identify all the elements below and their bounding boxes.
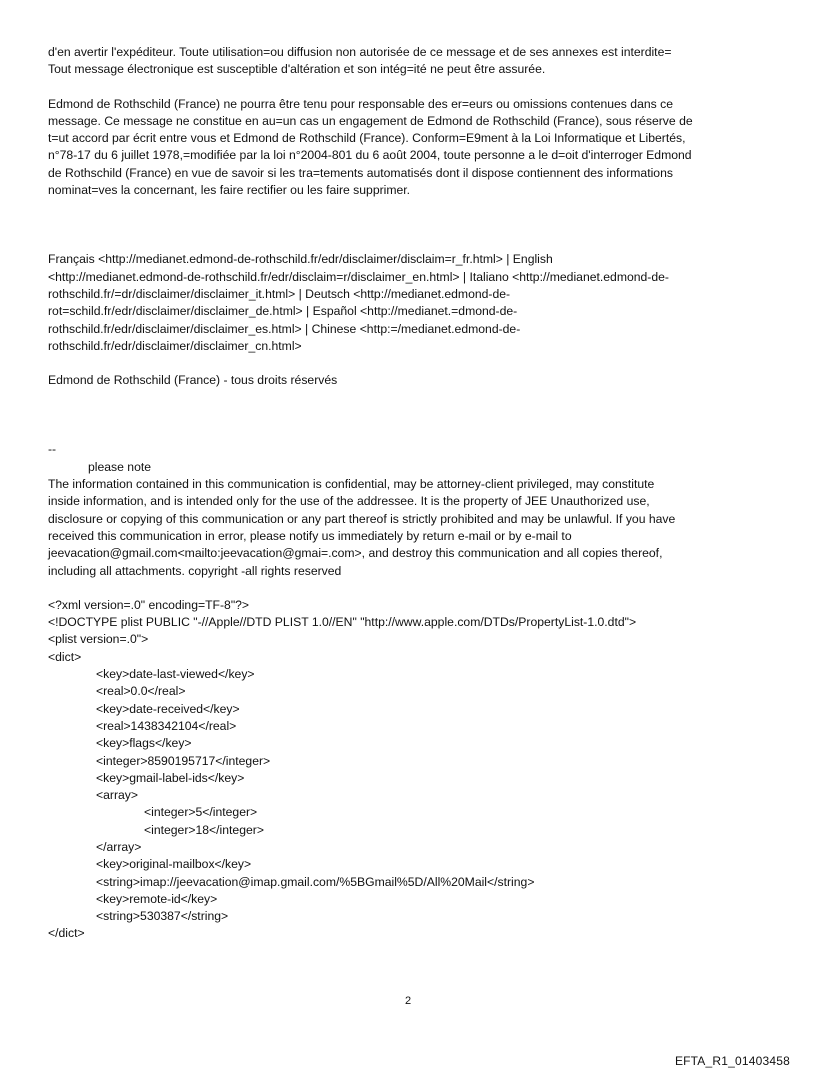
text-line: jeevacation@gmail.com<mailto:jeevacation@gmai=.com>, and destroy this communication and all copies thereof,: [48, 546, 663, 561]
xml-entry: <key>remote-id</key>: [96, 891, 218, 906]
page-number: 2: [404, 995, 412, 1007]
text-line: t=ut accord par écrit entre vous et Edmond de Rothschild (France). Conform=E9ment à la Loi Informatique et Libertés,: [48, 131, 686, 146]
xml-entry: <real>1438342104</real>: [96, 718, 237, 733]
text-line: The information contained in this communication is confidential, may be attorney-client privileged, may constitute: [48, 477, 655, 492]
xml-doctype: <!DOCTYPE plist PUBLIC "-//Apple//DTD PLIST 1.0//EN" "http://www.apple.com/DTDs/PropertyList-1.0.dtd">: [48, 615, 637, 630]
xml-entry: <key>date-received</key>: [96, 701, 240, 716]
text-line: inside information, and is intended only for the use of the addressee. It is the property of JEE Unauthorized use,: [48, 494, 650, 509]
signature-separator: --: [48, 442, 57, 457]
xml-entry: <key>flags</key>: [96, 736, 192, 751]
xml-array-item: <integer>18</integer>: [144, 822, 264, 837]
text-line: message. Ce message ne constitue en au=un cas un engagement de Edmond de Rothschild (France), sous réserve de: [48, 113, 693, 128]
xml-entry: <real>0.0</real>: [96, 684, 186, 699]
text-line: Tout message électronique est susceptible d'altération et son intég=ité ne peut être assurée.: [48, 62, 546, 77]
text-line: n°78-17 du 6 juillet 1978,=modifiée par la loi n°2004-801 du 6 août 2004, toute personne a le d=oit d'interroger Edmond: [48, 148, 692, 163]
xml-dict-close: </dict>: [48, 926, 85, 941]
text-line: Français <http://medianet.edmond-de-rothschild.fr/edr/disclaimer/disclaim=r_fr.html> | English: [48, 252, 553, 267]
text-line: nominat=ves la concernant, les faire rectifier ou les faire supprimer.: [48, 183, 411, 198]
please-note-label: please note: [88, 459, 152, 474]
text-line: <http://medianet.edmond-de-rothschild.fr/edr/disclaim=r/disclaimer_en.html> | Italiano <http://medianet.edmond-de-: [48, 269, 669, 284]
language-links: [48, 251, 776, 355]
text-line: Edmond de Rothschild (France) - tous droits réservés: [48, 373, 338, 388]
text-line: Edmond de Rothschild (France) ne pourra être tenu pour responsable des er=eurs ou omissions contenues dans ce: [48, 96, 673, 111]
signature-block: [48, 441, 776, 579]
xml-plist-open: <plist version=.0">: [48, 632, 149, 647]
xml-entry: <array>: [96, 788, 139, 803]
disclaimer-fr-tail: [48, 44, 776, 79]
text-line: rot=schild.fr/edr/disclaimer/disclaimer_de.html> | Español <http://medianet.=dmond-de-: [48, 304, 518, 319]
text-line: disclosure or copying of this communication or any part thereof is strictly prohibited and may be unlawful. If you have: [48, 511, 676, 526]
xml-entry: <integer>8590195717</integer>: [96, 753, 271, 768]
text-line: rothschild.fr/edr/disclaimer/disclaimer_es.html> | Chinese <http:=/medianet.edmond-de-: [48, 321, 521, 336]
document-page: [48, 44, 776, 943]
text-line: rothschild.fr/edr/disclaimer/disclaimer_cn.html>: [48, 338, 302, 353]
xml-entry: <key>original-mailbox</key>: [96, 857, 252, 872]
text-line: d'en avertir l'expéditeur. Toute utilisation=ou diffusion non autorisée de ce message et de ses annexes est interdite=: [48, 45, 672, 59]
rights-line: [48, 372, 776, 389]
text-line: de Rothschild (France) en vue de savoir si les tra=tements automatisés dont il dispose contiennent des informations: [48, 165, 673, 180]
xml-array-item: <integer>5</integer>: [144, 805, 258, 820]
text-line: rothschild.fr/=dr/disclaimer/disclaimer_it.html> | Deutsch <http://medianet.edmond-de-: [48, 286, 511, 301]
xml-dict-open: <dict>: [48, 649, 82, 664]
xml-entry: <key>date-last-viewed</key>: [96, 667, 255, 682]
xml-declaration: <?xml version=.0" encoding=TF-8"?>: [48, 597, 250, 612]
xml-entry: <string>530387</string>: [96, 909, 229, 924]
text-line: received this communication in error, please notify us immediately by return e-mail or by e-mail to: [48, 528, 572, 543]
text-line: including all attachments. copyright -all rights reserved: [48, 563, 342, 578]
xml-entry: </array>: [96, 839, 142, 854]
xml-entry: <key>gmail-label-ids</key>: [96, 770, 245, 785]
xml-entry: <string>imap://jeevacation@imap.gmail.com/%5BGmail%5D/All%20Mail</string>: [96, 874, 535, 889]
plist-xml: [48, 597, 776, 943]
document-id-stamp: EFTA_R1_01403458: [674, 1054, 790, 1068]
disclaimer-fr-main: [48, 96, 776, 200]
